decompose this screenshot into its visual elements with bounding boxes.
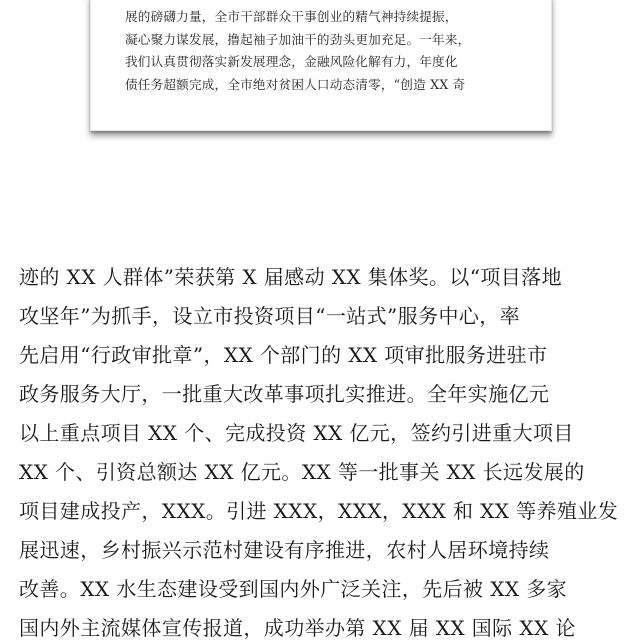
body-text-line: 政务服务大厅，一批重大改革事项扎实推进。全年实施亿元 [19,382,550,406]
card-text-line: 凝心聚力谋发展，撸起袖子加油干的劲头更加充足。一年来， [125,32,471,47]
body-text-line: 项目建成投产，XXX。引进 XXX，XXX，XXX 和 XX 等养殖业发 [19,499,619,523]
body-text-line: 攻坚年”为抓手，设立市投资项目“一站式”服务中心，率 [19,304,521,328]
card-text-line: 展的磅礴力量，全市干部群众干事创业的精气神持续提振， [125,9,458,24]
body-text-line: 以上重点项目 XX 个、完成投资 XX 亿元，签约引进重大项目 [19,421,574,445]
body-text-line: 改善。XX 水生态建设受到国内外广泛关注，先后被 XX 多家 [19,577,568,601]
body-text-line: XX 个、引资总额达 XX 亿元。XX 等一批事关 XX 长远发展的 [19,460,585,484]
body-text-line: 国内外主流媒体宣传报道，成功举办第 XX 届 XX 国际 XX 论 [19,616,576,640]
body-text-line: 迹的 XX 人群体”荣获第 X 届感动 XX 集体奖。以“项目落地 [19,265,562,289]
quote-card [90,0,552,131]
card-text-line: 我们认真贯彻落实新发展理念，金融风险化解有力，年度化 [125,54,458,69]
card-text-line: 债任务超额完成，全市绝对贫困人口动态清零，“创造 XX 奇 [125,77,466,92]
body-text-line: 展迅速，乡村振兴示范村建设有序推进，农村人居环境持续 [19,538,550,562]
body-text-line: 先启用“行政审批章”，XX 个部门的 XX 项审批服务进驻市 [19,343,548,367]
